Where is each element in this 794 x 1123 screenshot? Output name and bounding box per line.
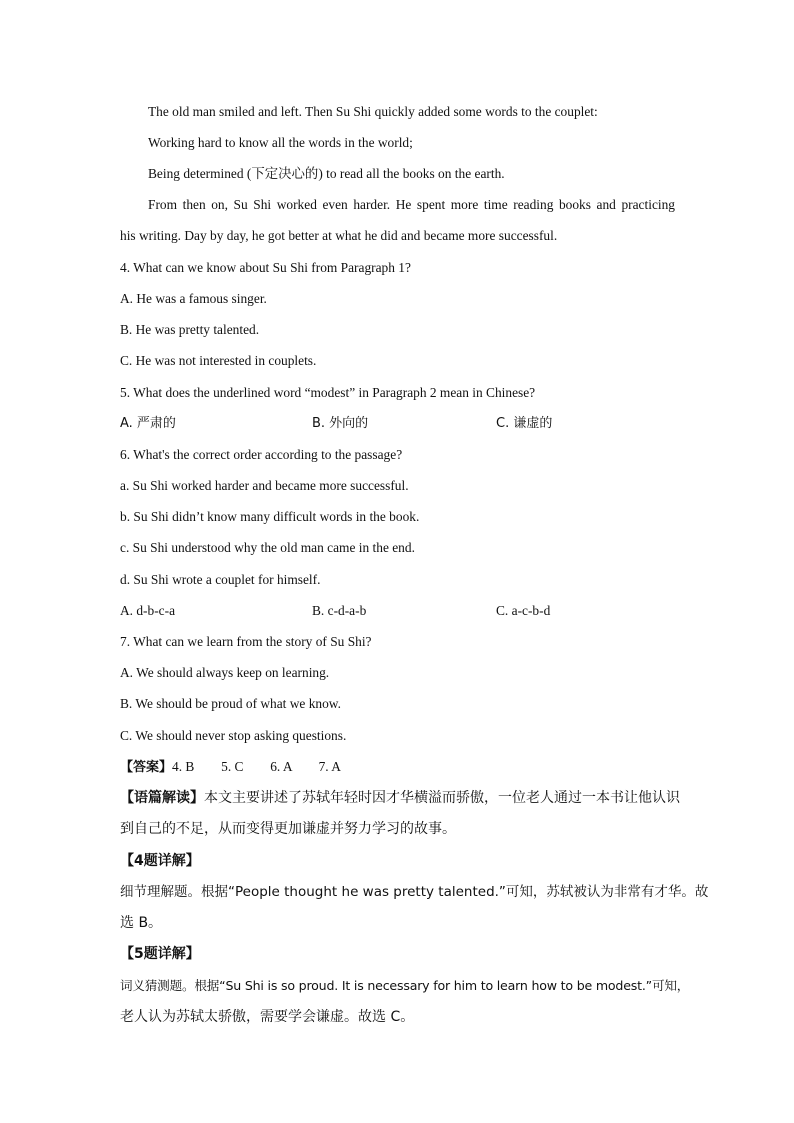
q7-option-b: B. We should be proud of what we know. (120, 696, 341, 711)
q7-option-a: A. We should always keep on learning. (120, 665, 330, 680)
analysis-line2: 到自己的不足，从而变得更加谦虚并努力学习的故事。 (120, 821, 456, 837)
q6-item-b: b. Su Shi didn’t know many difficult words in the book. (120, 509, 420, 524)
analysis-line1 (120, 788, 680, 808)
passage-p3: Being determined (下定决心的) to read all the books on the earth. (148, 166, 505, 181)
passage-p4-line2: his writing. Day by day, he got better at what he did and became more successful. (120, 228, 558, 243)
detail5-label: 【5题详解】 (120, 946, 200, 962)
detail4-line2: 选 B。 (120, 915, 163, 931)
q5-stem (120, 383, 535, 403)
q7-option-c: C. We should never stop asking questions. (120, 728, 347, 743)
q5-stem-word: modest (310, 385, 350, 400)
q6-item-c: c. Su Shi understood why the old man came in the end. (120, 540, 415, 555)
answer-label: 【答案】 (120, 760, 173, 775)
q5-option-b: B. 外向的 (312, 416, 369, 431)
q4-option-a: A. He was a famous singer. (120, 291, 267, 306)
q6-item-a: a. Su Shi worked harder and became more successful. (120, 478, 409, 493)
q4-option-b: B. He was pretty talented. (120, 322, 260, 337)
q6-stem: 6. What's the correct order according to the passage? (120, 447, 403, 462)
q5-option-c: C. 谦虚的 (496, 416, 553, 431)
q6-option-c: C. a-c-b-d (496, 603, 551, 618)
q5-stem-pre: 5. What does the underlined word “ (120, 385, 311, 400)
detail4-label: 【4题详解】 (120, 853, 200, 869)
answer-values: 4. B 5. C 6. A 7. A (172, 759, 341, 774)
detail5-line2: 老人认为苏轼太骄傲，需要学会谦虚。故选 C。 (120, 1009, 415, 1025)
analysis-text-1: 本文主要讲述了苏轼年轻时因才华横溢而骄傲，一位老人通过一本书让他认识 (204, 790, 680, 806)
q5-stem-post: ” in Paragraph 2 mean in Chinese? (349, 385, 536, 400)
q6-option-b: B. c-d-a-b (312, 603, 367, 618)
answer-line (120, 757, 341, 778)
passage-p4-line1: From then on, Su Shi worked even harder. He spent more time reading books and practicing (148, 197, 675, 212)
q4-stem: 4. What can we know about Su Shi from Paragraph 1? (120, 260, 411, 275)
q6-item-d: d. Su Shi wrote a couplet for himself. (120, 572, 321, 587)
q7-stem: 7. What can we learn from the story of Su Shi? (120, 634, 372, 649)
q5-option-a: A. 严肃的 (120, 416, 176, 431)
passage-p2: Working hard to know all the words in the world; (148, 135, 413, 150)
detail5-line1: 词义猜测题。根据“Su Shi is so proud. It is necessary for him to learn how to be modest.”可知， (120, 978, 690, 993)
q4-option-c: C. He was not interested in couplets. (120, 353, 317, 368)
q6-option-a: A. d-b-c-a (120, 603, 176, 618)
analysis-label: 【语篇解读】 (120, 790, 204, 806)
detail4-line1: 细节理解题。根据“People thought he was pretty talented.”可知，苏轼被认为非常有才华。故 (120, 884, 709, 900)
passage-p1: The old man smiled and left. Then Su Shi quickly added some words to the couplet: (148, 104, 598, 119)
